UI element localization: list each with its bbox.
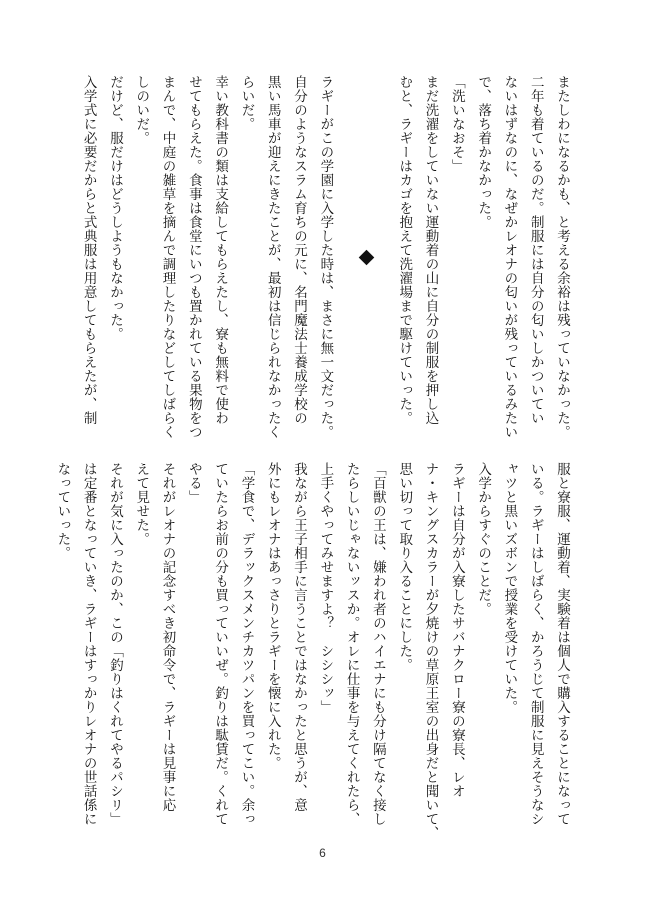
text-column: ないはずなのに、なぜかレオナの匂いが残っているみたい (501, 75, 518, 439)
page-number: 6 (319, 846, 326, 860)
text-column: まんで、中庭の雑草を摘んで調理したりなどしてしばらく (159, 75, 176, 439)
text-column: しのいだ。 (133, 75, 150, 145)
text-column: ラギーは自分が入寮したサバナクロー寮の寮長、レオ (448, 462, 465, 798)
text-column: むと、ラギーはカゴを抱えて洗濯場まで駆けていった。 (396, 75, 413, 425)
text-column (338, 75, 364, 430)
text-column: またしわになるかも、と考える余裕は残っていなかった。 (554, 75, 570, 439)
text-column: ラギーがこの学園に入学した時は、まさに無一文だった。 (317, 75, 334, 439)
text-column: 幸い教科書の類は支給してもらえたし、寮も無料で使わ (212, 75, 229, 425)
text-column: 「洗いなおそ」 (448, 75, 465, 173)
text-column: らいだ。 (238, 75, 255, 131)
text-column: で、落ち着かなかった。 (475, 75, 492, 229)
text-column: たらしいじゃないッスか。オレに仕事を与えてくれたら、 (343, 462, 360, 826)
text-column: だけど、服だけはどうしようもなかった。 (106, 75, 123, 341)
text-column: ナ・キングスカラーが夕焼けの草原王室の出身だと聞いて、 (422, 462, 439, 840)
text-column: せてもらえた。食事は食堂にいつも置かれている果物をつ (185, 75, 202, 439)
text-column: 我ながら王子相手に言うことではなかったと思うが、意 (291, 462, 308, 812)
text-column: それが気に入ったのか、この「釣りはくれてやるパシリ」 (106, 462, 123, 826)
text-column: 入学式に必要だからと式典服は用意してもらえたが、制 (80, 75, 97, 425)
upper-text-block (75, 75, 575, 439)
text-column: 思い切って取り入ることにした。 (396, 462, 413, 672)
lower-text-block (49, 462, 575, 840)
text-column: いる。ラギーはしばらく、かろうじて制服に見えそうなシ (527, 462, 544, 826)
text-column: えて見せた。 (133, 462, 150, 546)
text-column: 外にもレオナはあっさりとラギーを懐に入れた。 (264, 462, 281, 770)
text-column: 上手くやってみせますよ？ シシシッ」 (317, 462, 334, 714)
text-column: まだ洗濯をしていない運動着の山に自分の制服を押し込 (422, 75, 439, 425)
text-column: それがレオナの記念すべき初命令で、ラギーは見事に応 (159, 462, 176, 812)
text-column: ャツと黒いズボンで授業を受けていた。 (501, 462, 518, 714)
text-column: は定番となっていき、ラギーはすっかりレオナの世話係に (80, 462, 97, 826)
text-column: 服と寮服、運動着、実験着は個人で購入することになって (554, 462, 570, 826)
text-column: 自分のようなスラム育ちの元に、名門魔法士養成学校の (291, 75, 308, 425)
text-column: 二年も着ているのだ。制服には自分の匂いしかついてい (527, 75, 544, 425)
text-column: やる」 (185, 462, 202, 504)
text-column: 入学からすぐのことだ。 (475, 462, 492, 616)
text-column: 「百獣の王は、嫌われ者のハイエナにも分け隔てなく接し (369, 462, 386, 826)
text-column: なっていった。 (54, 462, 71, 560)
text-column: 黒い馬車が迎えにきたことが、最初は信じられなかったく (264, 75, 281, 439)
text-column: 「学食で、デラックスメンチカツパンを買ってこい。余っ (238, 462, 255, 826)
text-column: ていたらお前の分も買っていいぜ。釣りは駄賃だ。くれて (212, 462, 229, 826)
